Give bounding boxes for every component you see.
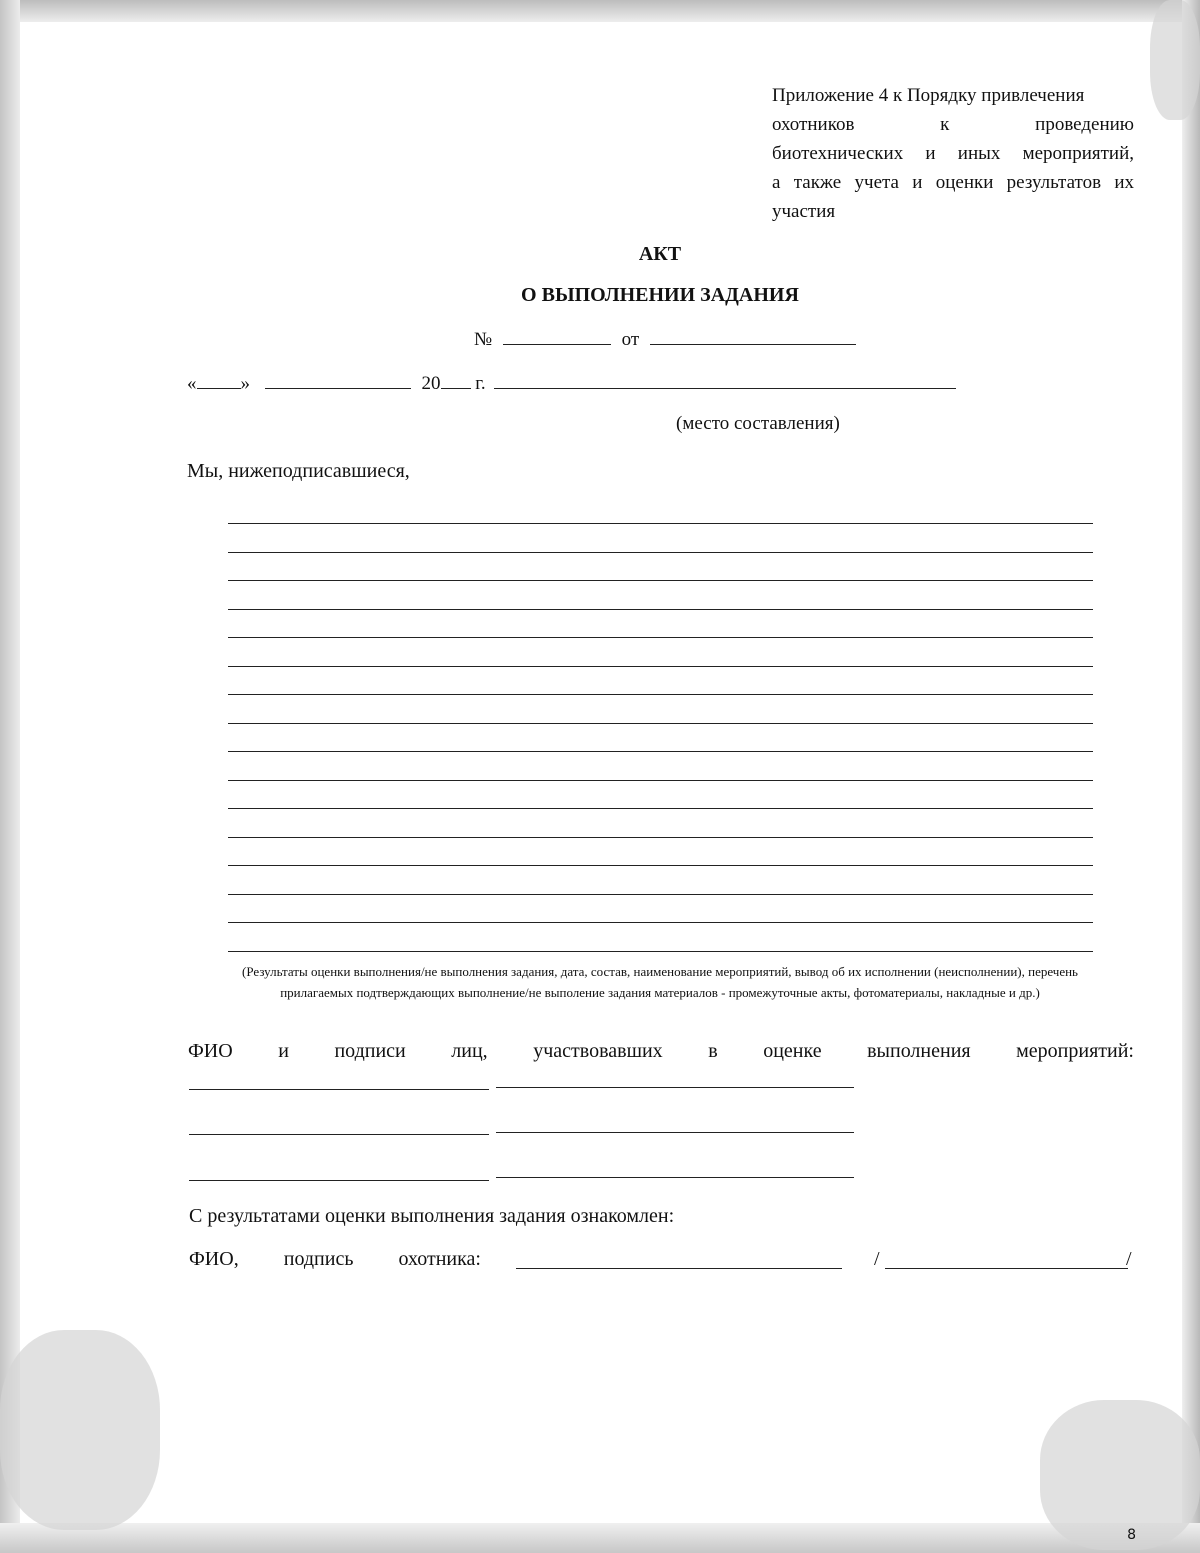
scan-smudge [1150, 0, 1200, 120]
from-label: от [621, 329, 640, 350]
close-quote: » [240, 373, 250, 394]
participant-signature-field[interactable] [496, 1087, 854, 1088]
scan-smudge [0, 1330, 160, 1530]
results-ruled-line[interactable] [228, 609, 1093, 610]
hunter-label-word: подпись [283, 1248, 354, 1270]
place-caption: (место составления) [676, 413, 840, 434]
participants-label-word: мероприятий: [1016, 1040, 1134, 1062]
participants-label-word: участвовавших [533, 1040, 663, 1062]
scan-smudge [1040, 1400, 1200, 1550]
results-ruled-line[interactable] [228, 637, 1093, 638]
results-ruled-line[interactable] [228, 837, 1093, 838]
number-row [474, 326, 856, 351]
appendix-note [772, 81, 1134, 226]
participants-label-word: лиц, [451, 1040, 488, 1062]
participants-label-word: подписи [334, 1040, 406, 1062]
results-ruled-line[interactable] [228, 723, 1093, 724]
year-field[interactable] [441, 370, 471, 389]
month-field[interactable] [265, 370, 411, 389]
results-ruled-line[interactable] [228, 523, 1093, 524]
participants-label-word: ФИО [188, 1040, 233, 1062]
slash-open: / [874, 1248, 880, 1270]
appendix-line: Приложение 4 к Порядку привлечения [772, 85, 1085, 106]
participants-label-word: и [278, 1040, 289, 1062]
open-quote: « [187, 373, 197, 394]
results-ruled-line[interactable] [228, 922, 1093, 923]
appendix-line: а также учета и оценки результатов их [772, 172, 1134, 193]
hunter-label-word: охотника: [398, 1248, 481, 1270]
appendix-line: участия [772, 201, 836, 222]
results-ruled-line[interactable] [228, 894, 1093, 895]
participants-label [188, 1040, 1134, 1063]
number-date-field[interactable] [650, 326, 856, 345]
scan-border-bottom [0, 1523, 1200, 1553]
results-ruled-line[interactable] [228, 552, 1093, 553]
results-ruled-line[interactable] [228, 951, 1093, 952]
acquainted-label: С результатами оценки выполнения задания ознакомлен: [189, 1205, 675, 1227]
page-number: 8 [1127, 1527, 1136, 1543]
hunter-name-field[interactable] [516, 1268, 842, 1269]
hunter-label-word: ФИО, [189, 1248, 239, 1270]
results-ruled-line[interactable] [228, 780, 1093, 781]
participant-name-field[interactable] [189, 1134, 489, 1135]
results-ruled-line[interactable] [228, 694, 1093, 695]
results-ruled-line[interactable] [228, 865, 1093, 866]
scan-border-top [0, 0, 1200, 22]
results-ruled-line[interactable] [228, 808, 1093, 809]
place-field[interactable] [494, 370, 956, 389]
participant-name-field[interactable] [189, 1089, 489, 1090]
number-sign: № [474, 329, 493, 350]
results-ruled-line[interactable] [228, 666, 1093, 667]
hunter-signature-field[interactable] [885, 1268, 1128, 1269]
number-field[interactable] [503, 326, 611, 345]
participants-label-word: выполнения [867, 1040, 971, 1062]
day-field[interactable] [197, 370, 241, 389]
document-subtitle: О ВЫПОЛНЕНИИ ЗАДАНИЯ [521, 284, 799, 306]
date-place-row [187, 370, 956, 395]
results-ruled-line[interactable] [228, 751, 1093, 752]
participants-label-word: в [708, 1040, 718, 1062]
scan-border-right [1182, 0, 1200, 1553]
document-title: АКТ [638, 243, 682, 265]
participant-signature-field[interactable] [496, 1177, 854, 1178]
scan-border-left [0, 0, 20, 1553]
participants-label-word: оценке [763, 1040, 822, 1062]
slash-close: / [1126, 1248, 1132, 1270]
we-undersigned-label: Мы, нижеподписавшиеся, [187, 460, 410, 482]
year-suffix: г. [475, 373, 486, 394]
appendix-line: биотехнических и иных мероприятий, [772, 143, 1134, 164]
participant-signature-field[interactable] [496, 1132, 854, 1133]
results-caption: (Результаты оценки выполнения/не выполнения задания, дата, состав, наименование мероприятий, вывод об их исполнении (неисполнении), перечень прилагаемых подтверждающих выполнение/не выполение задания материалов - промежуточные акты, фотоматериалы, накладные и др.) [242, 964, 1078, 1000]
year-prefix: 20 [421, 373, 441, 394]
results-ruled-line[interactable] [228, 580, 1093, 581]
appendix-line: охотников к проведению [772, 114, 1134, 135]
hunter-label [189, 1248, 481, 1271]
participant-name-field[interactable] [189, 1180, 489, 1181]
